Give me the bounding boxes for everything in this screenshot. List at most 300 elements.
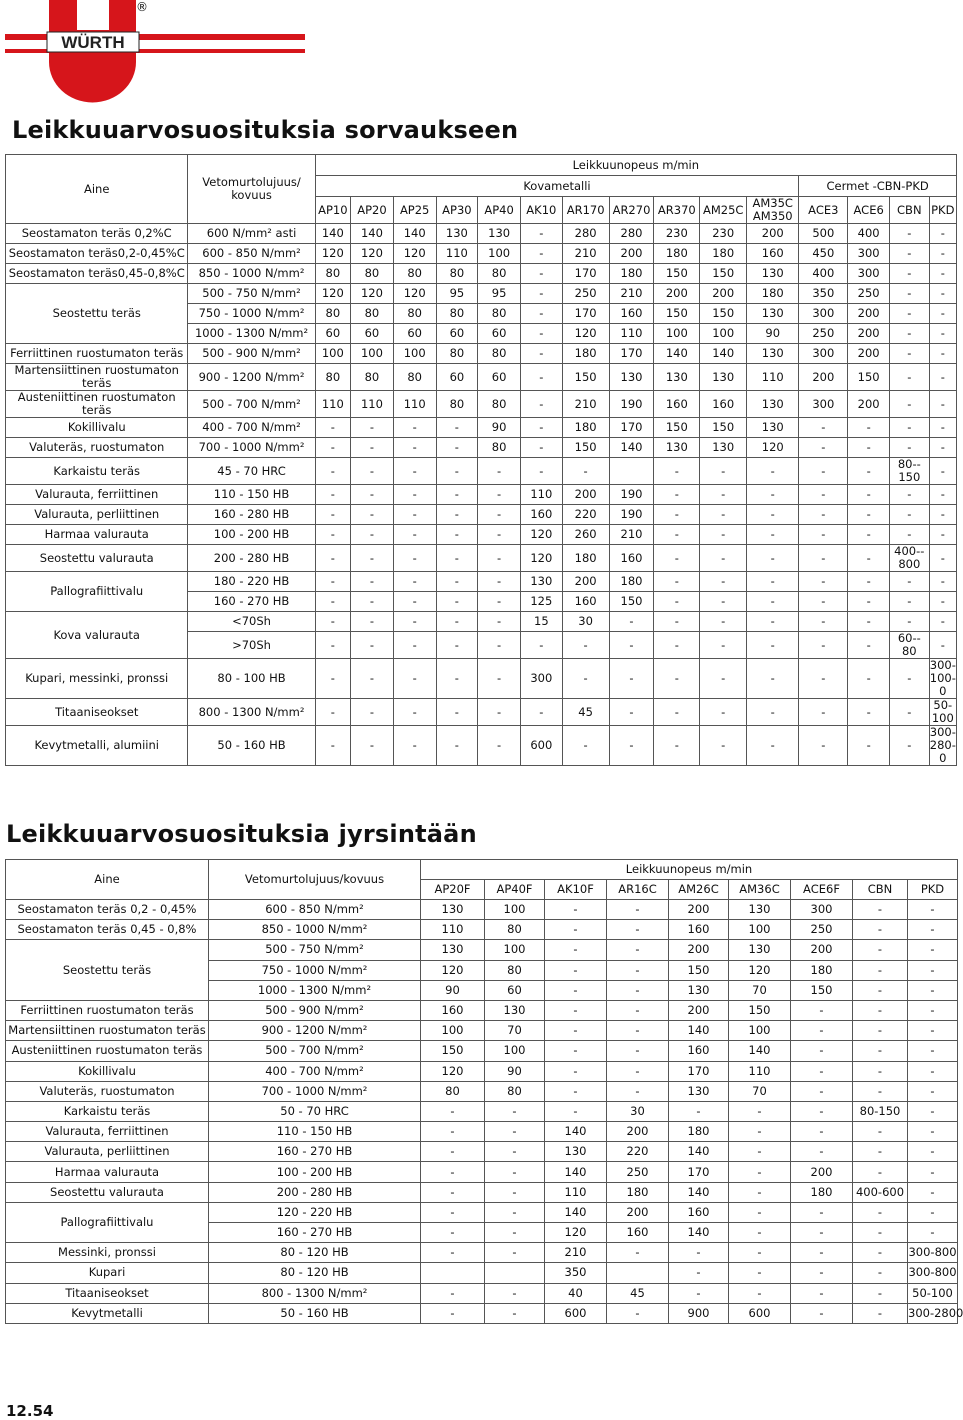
speed-cell: 110	[520, 485, 562, 505]
speed-cell: 60	[351, 324, 394, 344]
strength-cell: 160 - 270 HB	[209, 1142, 421, 1162]
speed-cell: -	[791, 1081, 853, 1101]
speed-cell: -	[607, 1061, 669, 1081]
speed-cell: 90	[478, 418, 521, 438]
speed-cell: -	[700, 632, 747, 659]
speed-cell: -	[478, 545, 521, 572]
speed-cell: -	[436, 572, 478, 592]
speed-cell: -	[485, 1243, 545, 1263]
speed-cell: -	[853, 940, 908, 960]
speed-cell: -	[520, 364, 562, 391]
speed-cell: -	[351, 545, 394, 572]
speed-cell: -	[478, 659, 521, 699]
speed-cell: -	[890, 244, 930, 264]
speed-cell: -	[729, 1202, 791, 1222]
speed-cell: 200	[747, 224, 799, 244]
speed-cell: 180	[669, 1122, 729, 1142]
table-row	[6, 391, 957, 418]
speed-cell: 45	[607, 1283, 669, 1303]
speed-cell: 80	[315, 264, 350, 284]
speed-cell: -	[908, 1101, 958, 1121]
grade-header: CBN	[853, 880, 908, 900]
col-header-carbide: Kovametalli	[315, 176, 799, 197]
grade-header: ACE6F	[791, 880, 853, 900]
speed-cell: 300-800	[908, 1263, 958, 1283]
speed-cell: -	[351, 632, 394, 659]
speed-cell: 60	[315, 324, 350, 344]
speed-cell: -	[478, 485, 521, 505]
strength-cell: 160 - 280 HB	[188, 505, 315, 525]
speed-cell: -	[747, 632, 799, 659]
speed-cell: 160	[654, 391, 700, 418]
speed-cell: -	[929, 364, 956, 391]
strength-cell: 800 - 1300 N/mm²	[188, 699, 315, 726]
speed-cell: -	[853, 1202, 908, 1222]
speed-cell: -	[890, 264, 930, 284]
material-cell: Kevytmetalli, alumiini	[6, 726, 188, 766]
speed-cell: 210	[545, 1243, 607, 1263]
speed-cell: -	[908, 960, 958, 980]
speed-cell: 100	[421, 1021, 485, 1041]
speed-cell: -	[669, 1263, 729, 1283]
speed-cell: -	[890, 525, 930, 545]
strength-cell: 100 - 200 HB	[209, 1162, 421, 1182]
speed-cell: -	[791, 1283, 853, 1303]
speed-cell: -	[799, 545, 848, 572]
grade-header: AK10F	[545, 880, 607, 900]
speed-cell: 80	[478, 304, 521, 324]
material-cell: Seostamaton teräs 0,2%C	[6, 224, 188, 244]
table-row	[6, 224, 957, 244]
table-row	[6, 612, 957, 632]
speed-cell: -	[654, 525, 700, 545]
speed-cell: 170	[609, 418, 654, 438]
speed-cell: 600	[520, 726, 562, 766]
speed-cell: -	[545, 1081, 607, 1101]
speed-cell: -	[436, 545, 478, 572]
speed-cell: 60	[436, 364, 478, 391]
speed-cell: -	[609, 632, 654, 659]
strength-cell: 850 - 1000 N/mm²	[209, 920, 421, 940]
speed-cell: -	[545, 1101, 607, 1121]
col-header-strength: Vetomurtolujuus/ kovuus	[188, 155, 315, 224]
speed-cell: -	[929, 632, 956, 659]
material-cell: Valuteräs, ruostumaton	[6, 1081, 209, 1101]
speed-cell: -	[791, 1223, 853, 1243]
speed-cell: 350	[799, 284, 848, 304]
speed-cell: -	[436, 505, 478, 525]
speed-cell: 110	[351, 391, 394, 418]
speed-cell: -	[485, 1162, 545, 1182]
speed-cell: -	[351, 438, 394, 458]
grade-header: AM25C	[700, 197, 747, 224]
speed-cell: -	[929, 244, 956, 264]
speed-cell: 125	[520, 592, 562, 612]
speed-cell: -	[421, 1202, 485, 1222]
speed-cell: 600	[729, 1303, 791, 1323]
table-row	[6, 940, 958, 960]
turning-title: Leikkuuarvosuosituksia sorvaukseen	[12, 116, 519, 144]
grade-header: AR370	[654, 197, 700, 224]
table-row	[6, 920, 958, 940]
speed-cell: -	[545, 960, 607, 980]
speed-cell: -	[485, 1223, 545, 1243]
material-cell: Valurauta, perliittinen	[6, 505, 188, 525]
speed-cell: -	[791, 1101, 853, 1121]
strength-cell: 400 - 700 N/mm²	[209, 1061, 421, 1081]
speed-cell: -	[520, 224, 562, 244]
speed-cell: 160	[669, 920, 729, 940]
strength-cell: 50 - 160 HB	[209, 1303, 421, 1323]
table-row	[6, 264, 957, 284]
speed-cell: 200	[669, 940, 729, 960]
table-row	[6, 1283, 958, 1303]
grade-header: PKD	[929, 197, 956, 224]
speed-cell: -	[669, 1243, 729, 1263]
table-row	[6, 438, 957, 458]
material-cell: Pallografiittivalu	[6, 572, 188, 612]
speed-cell: -	[908, 980, 958, 1000]
table-row	[6, 1243, 958, 1263]
speed-cell: 60	[485, 980, 545, 1000]
speed-cell: -	[929, 612, 956, 632]
speed-cell: 40	[545, 1283, 607, 1303]
speed-cell: -	[436, 592, 478, 612]
speed-cell: 160	[609, 545, 654, 572]
speed-cell: 250	[791, 920, 853, 940]
speed-cell: 450	[799, 244, 848, 264]
strength-cell: 50 - 160 HB	[188, 726, 315, 766]
speed-cell: -	[729, 1162, 791, 1182]
speed-cell: -	[607, 1041, 669, 1061]
speed-cell: -	[351, 458, 394, 485]
speed-cell: -	[890, 592, 930, 612]
speed-cell: 180	[654, 244, 700, 264]
table-row	[6, 545, 957, 572]
speed-cell: 300	[791, 900, 853, 920]
speed-cell: -	[890, 324, 930, 344]
speed-cell: -	[853, 1263, 908, 1283]
speed-cell: -	[478, 612, 521, 632]
speed-cell: -	[853, 1122, 908, 1142]
strength-cell: 500 - 900 N/mm²	[209, 1000, 421, 1020]
table-row	[6, 485, 957, 505]
material-cell: Valuteräs, ruostumaton	[6, 438, 188, 458]
grade-header: AP25	[393, 197, 436, 224]
speed-cell: 120	[545, 1223, 607, 1243]
table-row	[6, 1081, 958, 1101]
table-row	[6, 1000, 958, 1020]
strength-cell: 700 - 1000 N/mm²	[209, 1081, 421, 1101]
speed-cell: 110	[393, 391, 436, 418]
speed-cell: 140	[669, 1142, 729, 1162]
speed-cell: -	[908, 900, 958, 920]
speed-cell: -	[436, 458, 478, 485]
material-cell: Messinki, pronssi	[6, 1243, 209, 1263]
speed-cell: -	[478, 572, 521, 592]
speed-cell: -	[315, 572, 350, 592]
speed-cell: -	[436, 438, 478, 458]
speed-cell: 140	[351, 224, 394, 244]
speed-cell: -	[848, 612, 890, 632]
material-cell: Seostettu valurauta	[6, 1182, 209, 1202]
speed-cell: -	[929, 525, 956, 545]
speed-cell: -	[393, 418, 436, 438]
speed-cell: -	[908, 1122, 958, 1142]
speed-cell: -	[520, 264, 562, 284]
speed-cell: -	[890, 612, 930, 632]
speed-cell: -	[929, 418, 956, 438]
table-row	[6, 344, 957, 364]
col-header-speed: Leikkuunopeus m/min	[315, 155, 956, 176]
strength-cell: 500 - 750 N/mm²	[188, 284, 315, 304]
speed-cell: 30	[562, 612, 609, 632]
speed-cell: -	[729, 1101, 791, 1121]
speed-cell: -	[520, 344, 562, 364]
speed-cell: -	[799, 612, 848, 632]
strength-cell: 900 - 1200 N/mm²	[188, 364, 315, 391]
speed-cell: -	[929, 324, 956, 344]
speed-cell: -	[848, 659, 890, 699]
speed-cell: -	[485, 1142, 545, 1162]
speed-cell: 200	[562, 572, 609, 592]
material-cell: Kova valurauta	[6, 612, 188, 659]
strength-cell: 500 - 700 N/mm²	[209, 1041, 421, 1061]
grade-header: PKD	[908, 880, 958, 900]
speed-cell: -	[545, 1000, 607, 1020]
speed-cell: -	[315, 458, 350, 485]
speed-cell: 70	[485, 1021, 545, 1041]
table-row	[6, 1182, 958, 1202]
speed-cell: -	[393, 612, 436, 632]
speed-cell: 150	[700, 418, 747, 438]
speed-cell: -	[351, 659, 394, 699]
speed-cell: -	[485, 1202, 545, 1222]
speed-cell: 280	[609, 224, 654, 244]
speed-cell: -	[351, 525, 394, 545]
speed-cell: 130	[421, 900, 485, 920]
speed-cell: -	[351, 592, 394, 612]
speed-cell: -	[747, 726, 799, 766]
strength-cell: 700 - 1000 N/mm²	[188, 438, 315, 458]
speed-cell: 250	[799, 324, 848, 344]
strength-cell: 600 N/mm² asti	[188, 224, 315, 244]
speed-cell: 150	[654, 264, 700, 284]
speed-cell: -	[729, 1182, 791, 1202]
strength-cell: 1000 - 1300 N/mm²	[209, 980, 421, 1000]
strength-cell: 600 - 850 N/mm²	[188, 244, 315, 264]
wurth-logo	[5, 0, 305, 100]
speed-cell: -	[315, 438, 350, 458]
speed-cell: -	[848, 505, 890, 525]
speed-cell: -	[700, 726, 747, 766]
speed-cell: -	[315, 699, 350, 726]
speed-cell: -	[791, 1000, 853, 1020]
speed-cell: -	[908, 1223, 958, 1243]
speed-cell: -	[654, 592, 700, 612]
speed-cell: -	[791, 1303, 853, 1323]
speed-cell: -	[848, 726, 890, 766]
speed-cell: -	[315, 632, 350, 659]
speed-cell: 150	[700, 264, 747, 284]
material-cell: Austeniittinen ruostumaton teräs	[6, 1041, 209, 1061]
table-row	[6, 726, 957, 766]
speed-cell: 180	[791, 1182, 853, 1202]
material-cell: Seostettu teräs	[6, 284, 188, 344]
speed-cell: -	[393, 572, 436, 592]
speed-cell: -	[421, 1283, 485, 1303]
speed-cell: -	[545, 980, 607, 1000]
speed-cell: -	[799, 438, 848, 458]
strength-cell: 110 - 150 HB	[209, 1122, 421, 1142]
speed-cell: -	[609, 612, 654, 632]
grade-header: AP40F	[485, 880, 545, 900]
speed-cell: 210	[609, 284, 654, 304]
speed-cell: -	[545, 1041, 607, 1061]
speed-cell: 60	[393, 324, 436, 344]
speed-cell: -	[853, 1000, 908, 1020]
material-cell: Seostettu teräs	[6, 940, 209, 1001]
speed-cell: 100	[351, 344, 394, 364]
speed-cell: 150	[654, 304, 700, 324]
speed-cell: -	[848, 699, 890, 726]
speed-cell: -	[485, 1283, 545, 1303]
speed-cell: -	[848, 545, 890, 572]
speed-cell: -	[436, 612, 478, 632]
speed-cell: 200	[848, 344, 890, 364]
speed-cell: -	[890, 304, 930, 324]
speed-cell: -	[607, 980, 669, 1000]
speed-cell: -	[478, 726, 521, 766]
speed-cell: -	[747, 458, 799, 485]
speed-cell: 80	[351, 364, 394, 391]
grade-header: AR16C	[607, 880, 669, 900]
speed-cell: -	[436, 726, 478, 766]
speed-cell: 400-600	[853, 1182, 908, 1202]
speed-cell: 120	[393, 284, 436, 304]
speed-cell: -	[421, 1101, 485, 1121]
speed-cell: -	[562, 659, 609, 699]
speed-cell: -	[700, 525, 747, 545]
registered-mark: ®	[136, 0, 148, 14]
speed-cell: -	[853, 1283, 908, 1303]
speed-cell: -	[436, 659, 478, 699]
speed-cell: 180	[609, 264, 654, 284]
speed-cell: -	[890, 572, 930, 592]
speed-cell: -	[654, 612, 700, 632]
speed-cell: 120	[351, 284, 394, 304]
speed-cell: -	[545, 940, 607, 960]
speed-cell: -	[853, 1162, 908, 1182]
col-header-strength: Vetomurtolujuus/kovuus	[209, 860, 421, 900]
speed-cell: 80	[478, 264, 521, 284]
speed-cell: 30	[607, 1101, 669, 1121]
speed-cell: 180	[562, 545, 609, 572]
material-cell: Ferriittinen ruostumaton teräs	[6, 1000, 209, 1020]
speed-cell: 190	[609, 505, 654, 525]
speed-cell: 200	[848, 391, 890, 418]
speed-cell: -	[478, 505, 521, 525]
speed-cell: -	[929, 284, 956, 304]
table-row	[6, 1021, 958, 1041]
speed-cell: 45	[562, 699, 609, 726]
speed-cell: -	[436, 699, 478, 726]
material-cell: Seostettu valurauta	[6, 545, 188, 572]
speed-cell: 120	[747, 438, 799, 458]
speed-cell: -	[747, 592, 799, 612]
speed-cell: -	[929, 592, 956, 612]
material-cell: Ferriittinen ruostumaton teräs	[6, 344, 188, 364]
speed-cell: -	[607, 1021, 669, 1041]
speed-cell: -	[848, 592, 890, 612]
strength-cell: 45 - 70 HRC	[188, 458, 315, 485]
speed-cell: 140	[393, 224, 436, 244]
speed-cell: 140	[545, 1202, 607, 1222]
speed-cell: -	[908, 1061, 958, 1081]
speed-cell: 130	[747, 304, 799, 324]
speed-cell: -	[520, 458, 562, 485]
speed-cell: -	[654, 632, 700, 659]
speed-cell: 80	[485, 1081, 545, 1101]
speed-cell: 80	[478, 391, 521, 418]
speed-cell: -	[799, 592, 848, 612]
speed-cell: 130	[545, 1142, 607, 1162]
table-row	[6, 900, 958, 920]
material-cell: Seostamaton teräs0,2-0,45%C	[6, 244, 188, 264]
strength-cell: 600 - 850 N/mm²	[209, 900, 421, 920]
speed-cell: -	[654, 699, 700, 726]
speed-cell: -	[890, 344, 930, 364]
speed-cell: 80	[436, 304, 478, 324]
speed-cell: -	[393, 545, 436, 572]
speed-cell: -	[853, 1243, 908, 1263]
speed-cell: -	[393, 592, 436, 612]
speed-cell: 220	[607, 1142, 669, 1162]
speed-cell: -	[315, 418, 350, 438]
speed-cell: 90	[485, 1061, 545, 1081]
speed-cell: 130	[747, 391, 799, 418]
speed-cell: -	[890, 391, 930, 418]
speed-cell: 120	[562, 324, 609, 344]
speed-cell: -	[890, 364, 930, 391]
speed-cell: 90	[421, 980, 485, 1000]
speed-cell: -	[351, 505, 394, 525]
speed-cell: -	[848, 418, 890, 438]
speed-cell: -	[393, 438, 436, 458]
speed-cell: 200	[654, 284, 700, 304]
speed-cell: 130	[669, 1081, 729, 1101]
speed-cell: -	[351, 485, 394, 505]
speed-cell: 110	[436, 244, 478, 264]
speed-cell: -	[351, 612, 394, 632]
speed-cell: -	[436, 485, 478, 505]
speed-cell: 50-100	[929, 699, 956, 726]
strength-cell: 80 - 120 HB	[209, 1263, 421, 1283]
speed-cell	[421, 1263, 485, 1283]
speed-cell: -	[315, 525, 350, 545]
speed-cell: 80	[351, 304, 394, 324]
strength-cell: 800 - 1300 N/mm²	[209, 1283, 421, 1303]
material-cell: Martensiittinen ruostumaton teräs	[6, 1021, 209, 1041]
speed-cell: 180	[747, 284, 799, 304]
speed-cell: 150	[700, 304, 747, 324]
speed-cell: -	[562, 632, 609, 659]
speed-cell: -	[669, 1283, 729, 1303]
speed-cell: 180	[609, 572, 654, 592]
speed-cell: -	[393, 699, 436, 726]
strength-cell: 80 - 100 HB	[188, 659, 315, 699]
speed-cell: -	[890, 659, 930, 699]
